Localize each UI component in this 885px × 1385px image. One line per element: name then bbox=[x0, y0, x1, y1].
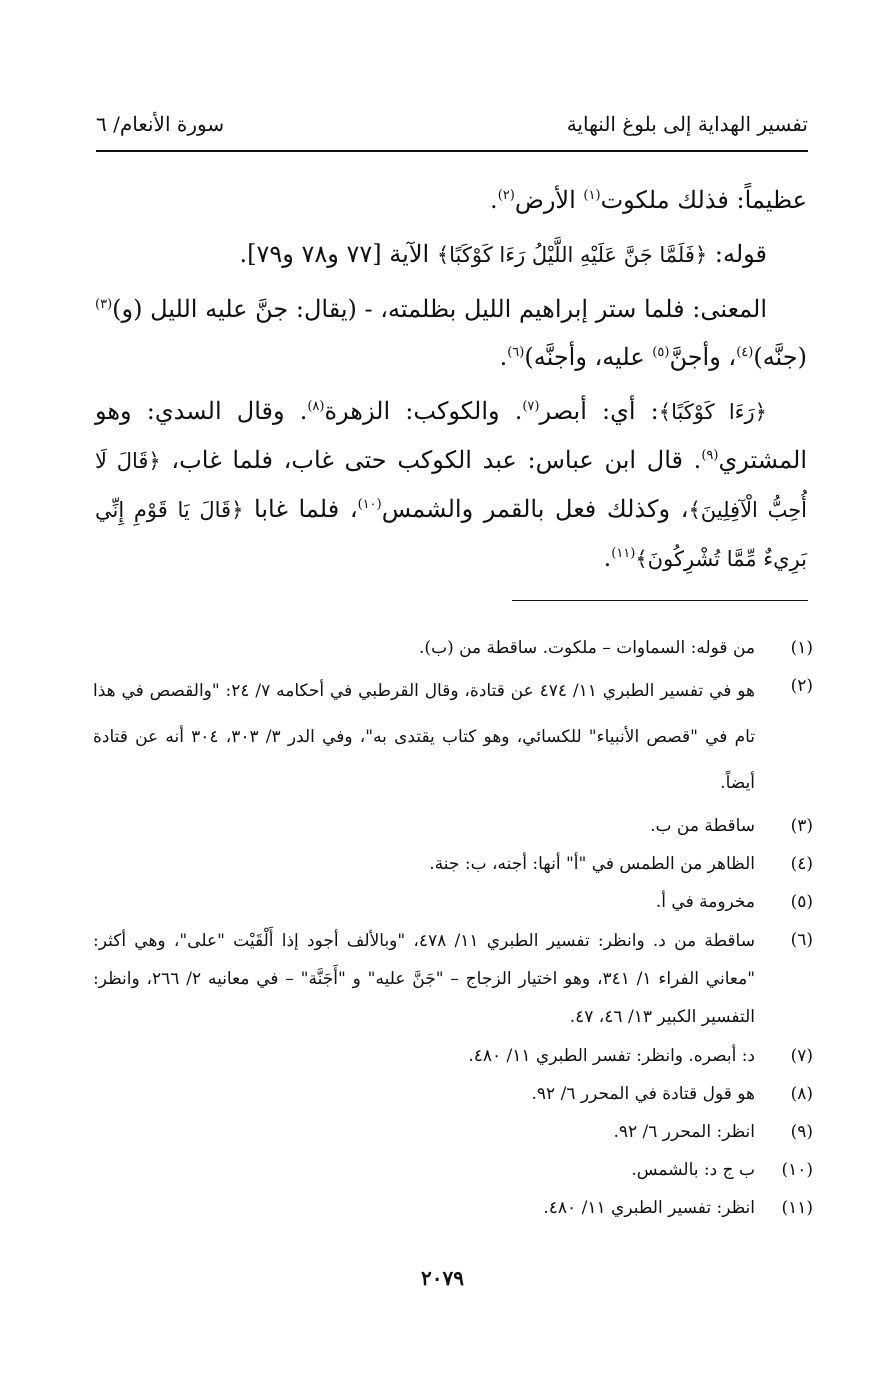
footnote-ref-10: (١٠) bbox=[357, 497, 382, 512]
paragraph-4: ﴿رَءَا كَوْكَبًا﴾: أي: أبصر$^{(٧)}$. والكوكب: الزهرة$^{(٨)}$. وقال السدي: وهو المشتري$^{(٩)}$. قال ابن عباس: عبد الكوكب حتى غاب، فلما غاب، ﴿قَالَ لَا أُحِبُّ الْآفِلِينَ﴾، وكذلك فعل بالقمر والشمس$^{(١٠)}$، فلما غابا ﴿قَالَ يَا قَوْمِ إِنِّي بَرِيءٌ مِّمَّا تُشْرِكُونَ﴾$^{(١١)}$. bbox=[95, 397, 808, 572]
footnote-separator bbox=[512, 600, 808, 601]
footnote-ref-9: (٩) bbox=[701, 448, 719, 463]
footnote-9 bbox=[93, 1114, 813, 1150]
footnote-11 bbox=[93, 1190, 813, 1226]
quran-verse: ﴿قَالَ يَا قَوْمِ إِنِّي بَرِيءٌ مِّمَّا تُشْرِكُونَ﴾ bbox=[95, 498, 807, 571]
footnote-text: مخرومة في أ. bbox=[655, 892, 755, 912]
footnote-4 bbox=[93, 846, 813, 882]
footnote-1 bbox=[93, 630, 813, 666]
footnote-ref-4: (٤) bbox=[736, 345, 754, 360]
footnote-3 bbox=[93, 808, 813, 844]
footnote-number: (٤) bbox=[790, 854, 813, 874]
footnote-ref-11: (١١) bbox=[611, 546, 636, 561]
footnote-ref-2: (٢) bbox=[497, 188, 515, 203]
footnote-number: (٢) bbox=[790, 676, 813, 696]
footnote-6 bbox=[93, 922, 813, 1036]
footnotes bbox=[93, 630, 813, 1228]
footnote-ref-3: (٣) bbox=[95, 297, 113, 312]
footnote-text: ساقطة من د. وانظر: تفسير الطبري ١١/ ٤٧٨، "وبالألف أجود إذا أَلْقَيْت "على"، وهي أكثر: "معاني الفراء ١/ ٣٤١، وهو اختيار الزجاج – "جَنَّ عليه" و "أَجَنَّة" – في معانيه ٢/ ٢٦٦، وانظر: التفسير الكبير ١٣/ ٤٦، ٤٧. bbox=[93, 931, 756, 1027]
footnote-text: ساقطة من ب. bbox=[650, 816, 755, 836]
footnote-number: (١١) bbox=[781, 1198, 813, 1218]
footnote-ref-7: (٧) bbox=[522, 399, 540, 414]
book-title: تفسير الهداية إلى بلوغ النهاية bbox=[566, 112, 808, 136]
footnote-text: انظر: تفسير الطبري ١١/ ٤٨٠. bbox=[543, 1198, 755, 1218]
footnote-text: د: أبصره. وانظر: تفسر الطبري ١١/ ٤٨٠. bbox=[468, 1046, 755, 1066]
footnote-number: (٧) bbox=[790, 1046, 813, 1066]
quran-verse: ﴿رَءَا كَوْكَبًا﴾ bbox=[658, 400, 767, 424]
paragraph-3: المعنى: فلما ستر إبراهيم الليل بظلمته، - (يقال: جنَّ عليه الليل (و)$^{(٣)}$ (جنَّه)$^{(٤)}$، وأجنَّ$^{(٥)}$ عليه، وأجنَّه)$^{(٦)}$. bbox=[95, 295, 807, 371]
page-number: ٢٠٧٩ bbox=[421, 1266, 464, 1290]
surah-label: سورة الأنعام/ ٦ bbox=[96, 112, 225, 136]
footnote-text: من قوله: السماوات – ملكوت. ساقطة من (ب). bbox=[419, 638, 755, 658]
footnote-ref-5: (٥) bbox=[652, 345, 670, 360]
running-header bbox=[96, 112, 808, 144]
footnote-number: (٦) bbox=[790, 930, 813, 950]
footnote-10 bbox=[93, 1152, 813, 1188]
main-text bbox=[95, 176, 807, 589]
footnote-text: ب ج د: بالشمس. bbox=[631, 1160, 755, 1180]
quran-verse: ﴿قَالَ لَا أُحِبُّ الْآفِلِينَ﴾ bbox=[95, 449, 808, 522]
footnote-2 bbox=[93, 668, 813, 806]
footnote-number: (١٠) bbox=[781, 1160, 813, 1180]
paragraph-1: عظيماً: فذلك ملكوت$^{(١)}$ الأرض$^{(٢)}$. bbox=[490, 186, 807, 214]
footnote-ref-1: (١) bbox=[583, 188, 601, 203]
footnote-number: (٩) bbox=[790, 1122, 813, 1142]
footnote-number: (٥) bbox=[790, 892, 813, 912]
footnote-text: هو في تفسير الطبري ١١/ ٤٧٤ عن قتادة، وقال القرطبي في أحكامه ٧/ ٢٤: "والقصص في هذا تام في "قصص الأنبياء" للكسائي، وهو كتاب يقتدى به"، وفي الدر ٣/ ٣٠٣، ٣٠٤ أنه عن قتادة أيضاً. bbox=[93, 681, 755, 793]
paragraph-2: قوله: ﴿فَلَمَّا جَنَّ عَلَيْهِ اللَّيْلُ رَءَا كَوْكَبًا﴾ الآية [٧٧ و٧٨ و٧٩]. bbox=[239, 240, 767, 268]
footnote-text: انظر: المحرر ٦/ ٩٢. bbox=[613, 1122, 755, 1142]
header-rule bbox=[96, 150, 808, 152]
footnote-ref-8: (٨) bbox=[307, 399, 325, 414]
footnote-number: (١) bbox=[790, 638, 813, 658]
footnote-5 bbox=[93, 884, 813, 920]
footnote-ref-6: (٦) bbox=[507, 345, 525, 360]
quran-verse: ﴿فَلَمَّا جَنَّ عَلَيْهِ اللَّيْلُ رَءَا كَوْكَبًا﴾ bbox=[436, 243, 708, 267]
footnote-number: (٣) bbox=[790, 816, 813, 836]
footnote-text: الظاهر من الطمس في "أ" أنها: أجنه، ب: جنة. bbox=[429, 854, 755, 874]
footnote-8 bbox=[93, 1076, 813, 1112]
footnote-number: (٨) bbox=[790, 1084, 813, 1104]
footnote-7 bbox=[93, 1038, 813, 1074]
footnote-text: هو قول قتادة في المحرر ٦/ ٩٢. bbox=[531, 1084, 755, 1104]
